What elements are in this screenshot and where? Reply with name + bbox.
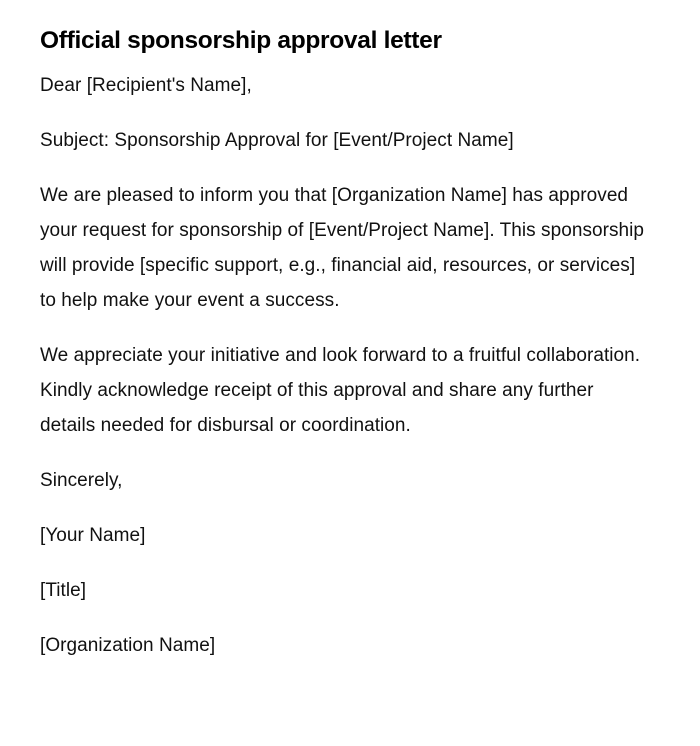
signature-organization: [Organization Name] [40,635,216,656]
body-paragraph-1: We are pleased to inform you that [Organization Name] has approved your request for sponsorship of [Event/Project Name]. This sponsorship will provide [specific support, e.g., financial aid, resources, or services] to help make your event a success. [40,185,645,311]
subject-line: Subject: Sponsorship Approval for [Event/Project Name] [40,130,514,151]
signature-title: [Title] [40,580,87,601]
closing: Sincerely, [40,470,123,491]
signature-name: [Your Name] [40,525,146,546]
letter-title: Official sponsorship approval letter [40,27,442,54]
body-paragraph-2: We appreciate your initiative and look forward to a fruitful collaboration. Kindly acknowledge receipt of this approval and share any further details needed for disbursal or coordination. [40,345,641,436]
greeting: Dear [Recipient's Name], [40,75,252,96]
